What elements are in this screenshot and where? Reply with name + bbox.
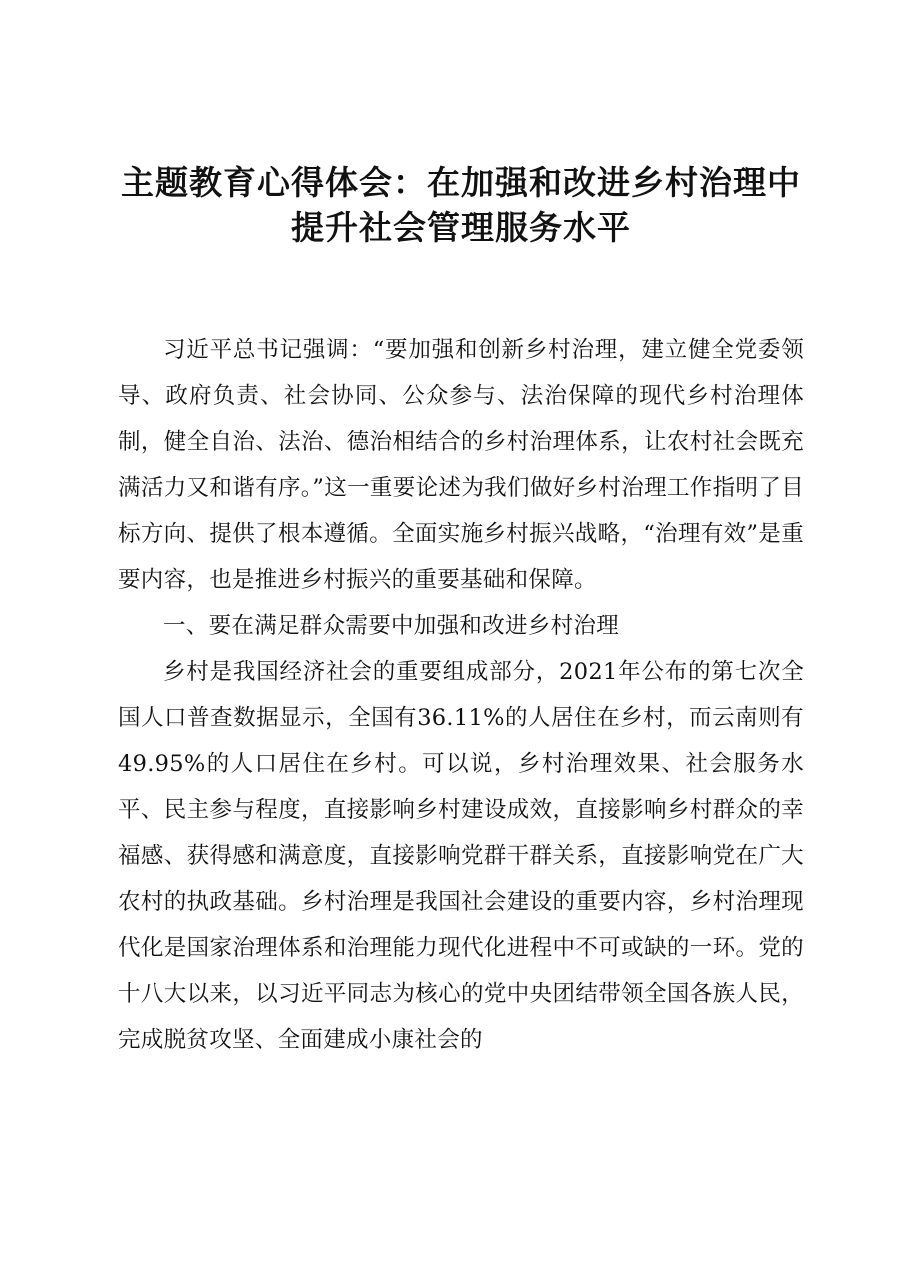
section-paragraph: 乡村是我国经济社会的重要组成部分，2021年公布的第七次全国人口普查数据显示，全国有36.11%的人居住在乡村，而云南则有49.95%的人口居住在乡村。可以说，乡村治理效果、社会服务水平、民主参与程度，直接影响乡村建设成效，直接影响乡村群众的幸福感、获得感和满意度，直接影响党群干群关系，直接影响党在广大农村的执政基础。乡村治理是我国社会建设的重要内容，乡村治理现代化是国家治理体系和治理能力现代化进程中不可或缺的一环。党的十八大以来，以习近平同志为核心的党中央团结带领全国各族人民，完成脱贫攻坚、全面建成小康社会的 <box>118 659 804 1053</box>
document-title: 主题教育心得体会：在加强和改进乡村治理中提升社会管理服务水平 <box>121 163 801 247</box>
document-body <box>118 327 804 1063</box>
section-heading: 一、要在满足群众需要中加强和改进乡村治理 <box>163 613 620 639</box>
intro-paragraph: 习近平总书记强调：“要加强和创新乡村治理，建立健全党委领导、政府负责、社会协同、公众参与、法治保障的现代乡村治理体制，健全自治、法治、德治相结合的乡村治理体系，让农村社会既充满活力又和谐有序。”这一重要论述为我们做好乡村治理工作指明了目标方向、提供了根本遵循。全面实施乡村振兴战略，“治理有效”是重要内容，也是推进乡村振兴的重要基础和保障。 <box>118 337 804 593</box>
